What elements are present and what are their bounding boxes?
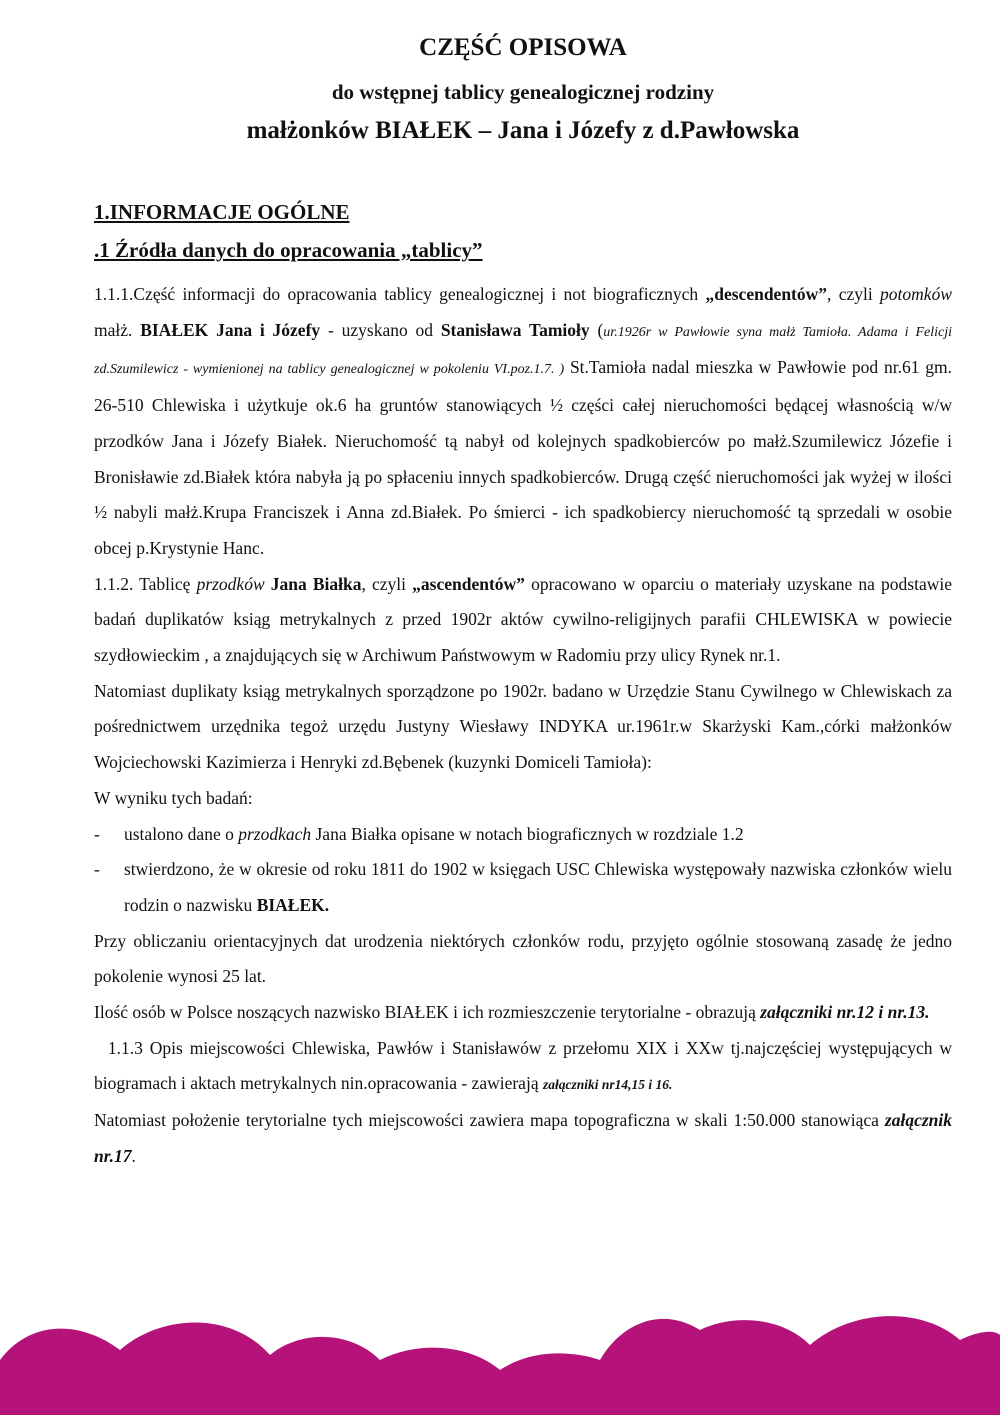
list-item-text: [124, 852, 952, 923]
text-run-small-bold-italic: załączniki nr14,15 i 16.: [542, 1077, 673, 1093]
paragraph-1-1-3: [94, 1031, 957, 1103]
text-run-bold: „ascendentów”: [412, 573, 525, 594]
text-run-small-italic: ur.1926r w Pawłowie syna małż Tamioła. Adama i Felicji zd.Szumilewicz - wymienionej na tablicy genealogicznej w pokoleniu VI.poz.1.7. ): [94, 324, 952, 378]
text-run: 1.1.1.Część informacji do opracowania tablicy genealogicznej i not biograficznych: [94, 284, 706, 304]
text-run-bold: BIAŁEK.: [256, 894, 330, 915]
text-run-bold-italic: załącznik nr.17: [94, 1110, 952, 1166]
text-run: małż.: [94, 319, 141, 340]
text-run: Jana Białka opisane w notach biograficznych w rozdziale 1.2: [311, 823, 744, 844]
text-run: Natomiast położenie terytorialne tych miejscowości zawiera mapa topograficzna w skali 1:50.000 stanowiąca: [94, 1110, 885, 1131]
list-item-text: [124, 817, 952, 853]
subsection-heading: .1 Źródła danych do opracowania „tablicy”: [94, 238, 483, 262]
text-run: Ilość osób w Polsce noszących nazwisko BIAŁEK i ich rozmieszczenie terytorialne - obrazują: [94, 1002, 761, 1023]
text-run-bold: Stanisława Tamioły: [440, 319, 590, 340]
document-subtitle: do wstępnej tablicy genealogicznej rodziny: [331, 80, 715, 104]
document-title: CZĘŚĆ OPISOWA: [419, 34, 627, 61]
list-dash: -: [94, 859, 100, 880]
text-run: opracowano w oparciu o materiały uzyskane na podstawie badań duplikatów ksiąg metrykalnych z przed 1902r aktów cywilno-religijnych parafii CHLEWISKA w powiecie szydłowieckim , a znajdujących się w Archiwum Państwowym w Radomiu przy ulicy Rynek nr.1.: [94, 573, 952, 666]
list-item: [94, 852, 952, 923]
paragraph-1-1-1: [94, 277, 952, 567]
text-run: 1.1.2. Tablicę: [94, 573, 197, 594]
decorative-wave-border: [0, 1300, 1000, 1415]
text-run: - uzyskano od: [320, 319, 441, 340]
paragraph-1-1-2: [94, 567, 952, 674]
text-run: stwierdzono, że w okresie od roku 1811 do 1902 w księgach USC Chlewiska występowały nazwiska członków wielu rodzin o nazwisku: [124, 859, 952, 915]
text-run-italic: potomków: [880, 284, 952, 304]
paragraph-generation: Przy obliczaniu orientacyjnych dat urodzenia niektórych członków rodu, przyjęto ogólnie stosowaną zasadę że jedno pokolenie wynosi 25 lat.: [94, 930, 952, 987]
list-item: [94, 817, 952, 853]
text-run-bold: „descendentów”: [705, 284, 828, 304]
text-run-bold: BIAŁEK Jana i Józefy: [140, 319, 321, 340]
text-run-italic: przodków: [196, 573, 265, 594]
paragraph-usc: Natomiast duplikaty ksiąg metrykalnych sporządzone po 1902r. badano w Urzędzie Stanu Cywilnego w Chlewiskach za pośrednictwem urzędnika tegoż urzędu Justyny Wiesławy INDYKA ur.1961r.w Skarżyski Kam.,córki małżonków Wojciechowski Kazimierza i Henryki zd.Bębenek (kuzynki Domiceli Tamioła):: [94, 680, 952, 773]
text-run-italic: przodkach: [238, 823, 312, 844]
document-family-title: małżonków BIAŁEK – Jana i Józefy z d.Pawłowska: [246, 117, 800, 144]
list-dash: -: [94, 823, 100, 844]
wave-shape: [0, 1316, 1000, 1415]
document-body: [94, 277, 957, 1175]
text-run: St.Tamioła nadal mieszka w Pawłowie pod nr.61 gm. 26-510 Chlewiska i użytkuje ok.6 ha gruntów stanowiących ½ części całej nieruchomości będącej własnością w/w przodków Jana i Józefy Białek. Nieruchomość tą nabył od kolejnych spadkobierców po małż.Szumilewicz Józefie i Bronisławie zd.Białek która nabyła ją po spłaceniu innych spadkobierców. Drugą część nieruchomości jak wyżej w ilości ½ nabyli małż.Krupa Franciszek i Anna zd.Białek. Po śmierci - ich spadkobiercy nieruchomość tą sprzedali w osobie obcej p.Krystynie Hanc.: [94, 357, 953, 558]
text-run: , czyli: [361, 573, 413, 594]
text-run: , czyli: [827, 284, 881, 304]
text-run: .: [131, 1145, 136, 1166]
paragraph-map: [94, 1103, 952, 1174]
paragraph-count: [94, 995, 952, 1031]
text-run-bold: Jana Białka: [270, 573, 362, 594]
text-run: 1.1.3 Opis miejscowości Chlewiska, Pawłów i Stanisławów z przełomu XIX i XXw tj.najczęściej występujących w biogramach i aktach metrykalnych nin.opracowania - zawierają: [94, 1037, 957, 1094]
text-run: (: [589, 319, 604, 340]
text-run-bold-italic: załączniki nr.12 i nr.13.: [760, 1002, 930, 1023]
section-heading: 1.INFORMACJE OGÓLNE: [94, 200, 350, 224]
text-run: ustalono dane o: [124, 823, 239, 844]
paragraph-results-intro: W wyniku tych badań:: [94, 787, 253, 808]
